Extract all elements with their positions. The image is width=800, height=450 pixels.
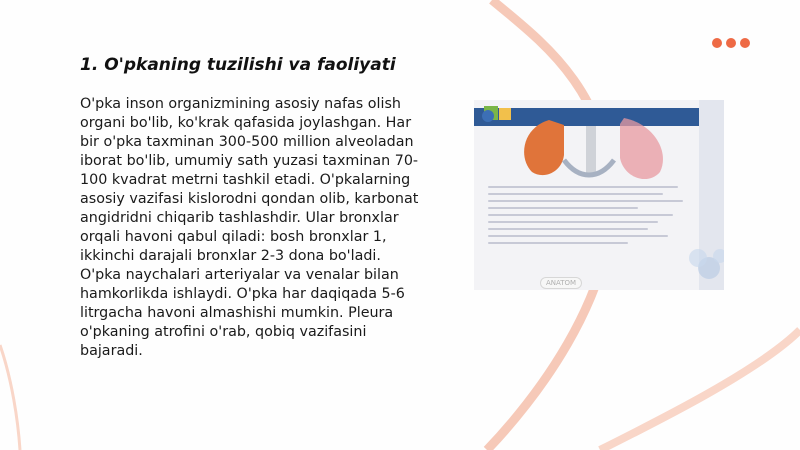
caption-line <box>488 193 663 195</box>
accent-dots <box>712 38 750 48</box>
lung-anatomy-image <box>474 100 724 290</box>
dot <box>726 38 736 48</box>
figure-badge: ANATOM <box>540 277 582 289</box>
caption-line <box>488 207 638 209</box>
dot <box>712 38 722 48</box>
slide-title: 1. O'pkaning tuzilishi va faoliyati <box>80 55 396 75</box>
caption-line <box>488 235 668 237</box>
caption-line <box>488 228 648 230</box>
caption-line <box>488 221 658 223</box>
caption-line <box>488 186 678 188</box>
caption-line <box>488 214 673 216</box>
slide-body-text: O'pka inson organizmining asosiy nafas olish organi bo'lib, ko'krak qafasida joylashgan. Har bir o'pka taxminan 300-500 million alveoladan iborat bo'lib, umumiy sath yuzasi taxminan 70-100 kvadrat metrni tashkil etadi. O'pkalarning asosiy vazifasi kislorodni qondan olib, karbonat angidridni chiqarib tashlashdir. Ular bronxlar orqali havoni qabul qiladi: bosh bronxlar 1, ikkinchi darajali bronxlar 2-3 dona bo'ladi. O'pka naychalari arteriyalar va venalar bilan hamkorlikda ishlaydi. O'pka har daqiqada 5-6 litrgacha havoni almashishi mumkin. Pleura o'pkaning atrofini o'rab, qobiq vazifasini bajaradi. <box>80 96 419 359</box>
caption-line <box>488 200 683 202</box>
figure-caption-lines <box>488 186 688 249</box>
dot <box>740 38 750 48</box>
caption-line <box>488 242 628 244</box>
